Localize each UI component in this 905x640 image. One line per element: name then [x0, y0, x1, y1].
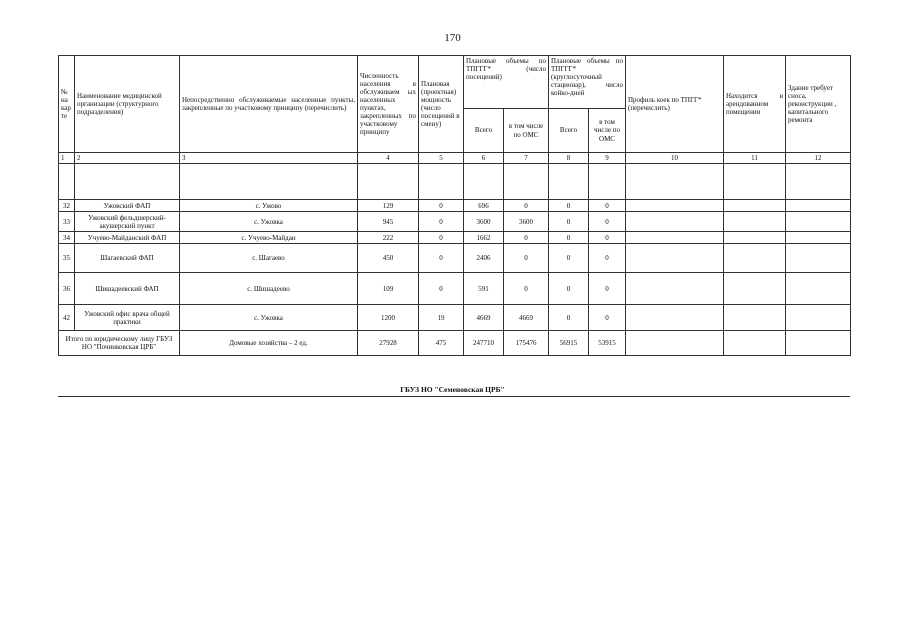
row-no: 32 [59, 200, 75, 212]
column-number: 9 [589, 153, 626, 164]
row-beds-total: 0 [549, 200, 589, 212]
header-org-name: Наименование медицинской организации (структурного подразделения) [75, 56, 180, 153]
column-number: 6 [464, 153, 504, 164]
row-no: 34 [59, 232, 75, 244]
total-visits-total: 247710 [464, 331, 504, 356]
header-visits-total: Всего [464, 109, 504, 153]
row-capacity: 19 [419, 305, 464, 331]
total-row [59, 331, 851, 356]
column-number: 8 [549, 153, 589, 164]
row-settlement: с. Ужовка [180, 212, 358, 232]
row-visits-total: 4669 [464, 305, 504, 331]
next-section-title: ГБУЗ НО "Семеновская ЦРБ" [400, 385, 505, 394]
row-settlement: с. Шишадеево [180, 273, 358, 305]
section-divider [58, 396, 850, 397]
table-row [59, 244, 851, 273]
header-planned-capacity: Плановая (проектная) мощность (число посещений в смену) [419, 56, 464, 153]
row-capacity: 0 [419, 200, 464, 212]
row-org-name: Ужовский фельдшерский-акушерский пункт [75, 212, 180, 232]
row-settlement: с. Ужовка [180, 305, 358, 331]
header-row-1 [59, 56, 851, 109]
row-no: 33 [59, 212, 75, 232]
row-settlement: с. Шагаево [180, 244, 358, 273]
row-no: 35 [59, 244, 75, 273]
row-visits-total: 3600 [464, 212, 504, 232]
header-beds-oms: в том числе по ОМС [589, 109, 626, 153]
header-beds-total: Всего [549, 109, 589, 153]
header-tpgg-beds: Плановые объемы по ТПГГГ* (круглосуточный стационар), число койко-дней [549, 56, 626, 109]
header-tpgg-visits: Плановые объемы по ТПГГГ* (число посещений) [464, 56, 549, 109]
total-capacity: 475 [419, 331, 464, 356]
row-population: 109 [358, 273, 419, 305]
row-population: 1200 [358, 305, 419, 331]
page-number: 170 [444, 32, 461, 44]
row-no: 36 [59, 273, 75, 305]
total-visits-oms: 175476 [504, 331, 549, 356]
header-settlements: Непосредственно обслуживаемые населенные пункты, закрепленные по участковому принципу (перечислить) [180, 56, 358, 153]
row-population: 222 [358, 232, 419, 244]
row-population: 450 [358, 244, 419, 273]
table-row [59, 305, 851, 331]
row-settlement: с. Учуево-Майдан [180, 232, 358, 244]
row-visits-total: 591 [464, 273, 504, 305]
column-number: 1 [59, 153, 75, 164]
row-visits-oms: 4669 [504, 305, 549, 331]
table-row [59, 273, 851, 305]
facilities-table [58, 55, 851, 356]
total-population: 27928 [358, 331, 419, 356]
row-visits-oms: 0 [504, 244, 549, 273]
empty-row [59, 164, 851, 200]
row-beds-total: 0 [549, 232, 589, 244]
table-row [59, 232, 851, 244]
column-number: 3 [180, 153, 358, 164]
row-beds-total: 0 [549, 244, 589, 273]
row-org-name: Шишадеевский ФАП [75, 273, 180, 305]
total-beds-oms: 53915 [589, 331, 626, 356]
row-capacity: 0 [419, 244, 464, 273]
row-beds-oms: 0 [589, 305, 626, 331]
row-visits-oms: 0 [504, 273, 549, 305]
row-capacity: 0 [419, 212, 464, 232]
row-settlement: с. Ужово [180, 200, 358, 212]
row-visits-total: 696 [464, 200, 504, 212]
row-capacity: 0 [419, 273, 464, 305]
column-number: 2 [75, 153, 180, 164]
row-beds-total: 0 [549, 212, 589, 232]
row-org-name: Учуево-Майданский ФАП [75, 232, 180, 244]
row-visits-total: 2406 [464, 244, 504, 273]
total-beds-total: 56915 [549, 331, 589, 356]
column-number-row [59, 153, 851, 164]
row-visits-total: 1662 [464, 232, 504, 244]
column-number: 5 [419, 153, 464, 164]
row-beds-oms: 0 [589, 244, 626, 273]
row-beds-total: 0 [549, 273, 589, 305]
column-number: 7 [504, 153, 549, 164]
row-visits-oms: 0 [504, 200, 549, 212]
header-no: № на кар те [59, 56, 75, 153]
row-no: 42 [59, 305, 75, 331]
row-population: 129 [358, 200, 419, 212]
table-row [59, 200, 851, 212]
column-number: 12 [786, 153, 851, 164]
header-demolition: Здание требует сноса, реконструкции , капитального ремонта [786, 56, 851, 153]
row-visits-oms: 0 [504, 232, 549, 244]
row-beds-oms: 0 [589, 212, 626, 232]
row-population: 945 [358, 212, 419, 232]
row-org-name: Ужовский офис врача общей практики [75, 305, 180, 331]
header-rented: Находится в арендованном помещении [724, 56, 786, 153]
header-population: Численность населения в обслуживаем ых населенных пунктах, закрепленных по участковому принципу [358, 56, 419, 153]
header-visits-oms: в том числе по ОМС [504, 109, 549, 153]
row-visits-oms: 3600 [504, 212, 549, 232]
row-beds-oms: 0 [589, 273, 626, 305]
row-org-name: Ужовский ФАП [75, 200, 180, 212]
column-number: 10 [626, 153, 724, 164]
header-bed-profile: Профиль коек по ТПГГ* (перечислить) [626, 56, 724, 153]
table-row [59, 212, 851, 232]
row-org-name: Шагаевский ФАП [75, 244, 180, 273]
row-beds-oms: 0 [589, 200, 626, 212]
row-beds-total: 0 [549, 305, 589, 331]
row-beds-oms: 0 [589, 232, 626, 244]
total-label: Итого по юридическому лицу ГБУЗ НО "Починковская ЦРБ" [59, 331, 180, 356]
total-settlement: Домовые хозяйства – 2 ед. [180, 331, 358, 356]
column-number: 4 [358, 153, 419, 164]
row-capacity: 0 [419, 232, 464, 244]
column-number: 11 [724, 153, 786, 164]
